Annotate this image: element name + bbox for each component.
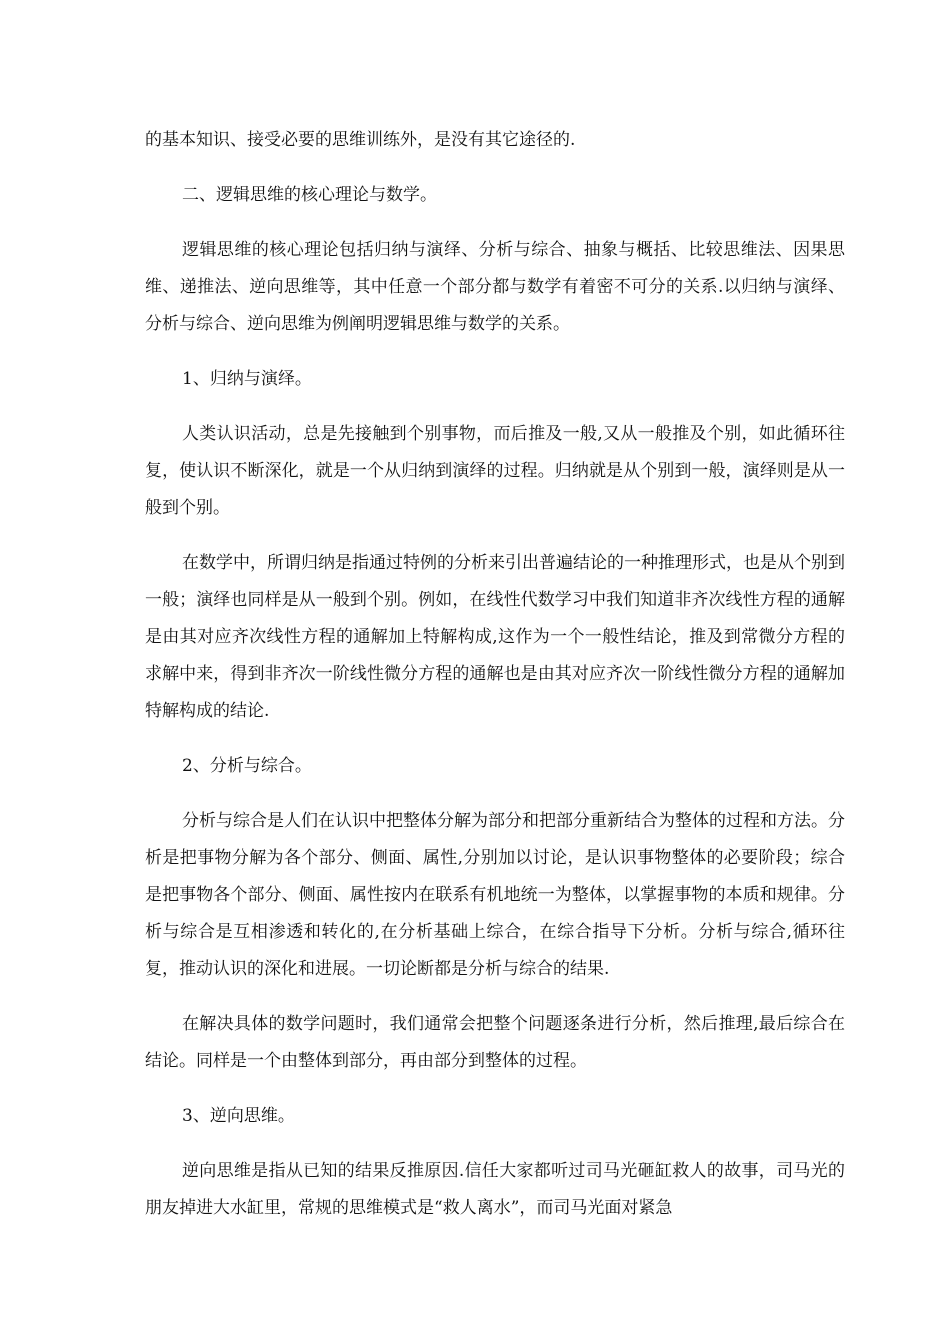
subheading-induction-deduction: 1、归纳与演绎。 [182, 369, 312, 389]
subheading-reverse-thinking: 3、逆向思维。 [182, 1106, 295, 1126]
paragraph-analysis-synthesis: 分析与综合是人们在认识中把整体分解为部分和把部分重新结合为整体的过程和方法。分析是把事物分解为各个部分、侧面、属性,分别加以讨论，是认识事物整体的必要阶段；综合是把事物各个部分、侧面、属性按内在联系有机地统一为整体，以掌握事物的本质和规律。分析与综合是互相渗透和转化的,在分析基础上综合，在综合指导下分析。分析与综合,循环往复，推动认识的深化和进展。一切论断都是分析与综合的结果. [145, 811, 845, 979]
paragraph-math-problems: 在解决具体的数学问题时，我们通常会把整个问题逐条进行分析，然后推理,最后综合在结论。同样是一个由整体到部分，再由部分到整体的过程。 [145, 1014, 845, 1071]
section-heading-2: 二、逻辑思维的核心理论与数学。 [182, 185, 437, 205]
document-body [145, 122, 845, 1245]
paragraph-core-theory: 逻辑思维的核心理论包括归纳与演绎、分析与综合、抽象与概括、比较思维法、因果思维、递推法、逆向思维等，其中任意一个部分都与数学有着密不可分的关系.以归纳与演绎、分析与综合、逆向思维为例阐明逻辑思维与数学的关系。 [145, 240, 845, 334]
subheading-analysis-synthesis: 2、分析与综合。 [182, 756, 312, 776]
paragraph-reverse-thinking: 逆向思维是指从已知的结果反推原因.信任大家都听过司马光砸缸救人的故事，司马光的朋友掉进大水缸里，常规的思维模式是“救人离水”，而司马光面对紧急 [145, 1161, 845, 1218]
paragraph-continuation: 的基本知识、接受必要的思维训练外，是没有其它途径的. [145, 130, 576, 150]
paragraph-math-induction: 在数学中，所谓归纳是指通过特例的分析来引出普遍结论的一种推理形式，也是从个别到一般；演绎也同样是从一般到个别。例如，在线性代数学习中我们知道非齐次线性方程的通解是由其对应齐次线性方程的通解加上特解构成,这作为一个一般性结论，推及到常微分方程的求解中来，得到非齐次一阶线性微分方程的通解也是由其对应齐次一阶线性微分方程的通解加特解构成的结论. [145, 553, 845, 721]
paragraph-human-cognition: 人类认识活动，总是先接触到个别事物，而后推及一般,又从一般推及个别，如此循环往复，使认识不断深化，就是一个从归纳到演绎的过程。归纳就是从个别到一般，演绎则是从一般到个别。 [145, 424, 845, 518]
